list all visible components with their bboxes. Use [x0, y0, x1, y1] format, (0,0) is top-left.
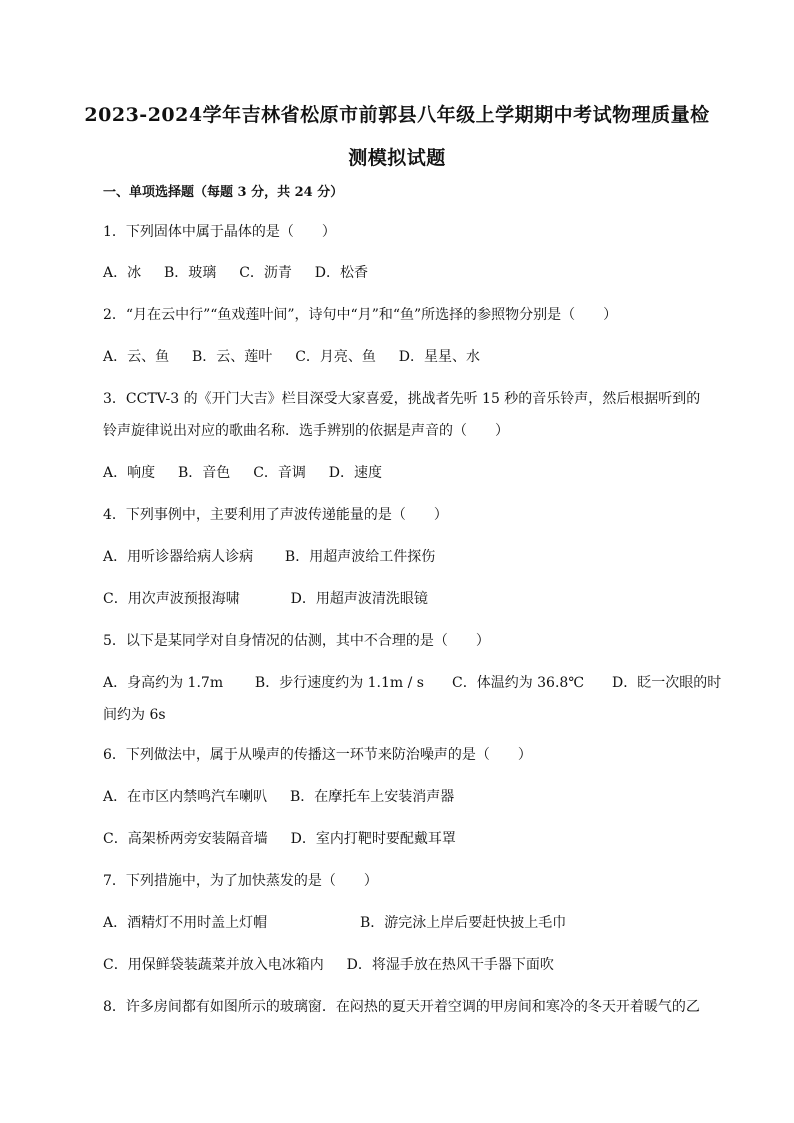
question-6: 6．下列做法中，属于从噪声的传播这一环节来防治噪声的是（ ） — [103, 747, 532, 763]
question-1-options: A．冰 B．玻璃 C．沥青 D．松香 — [103, 265, 369, 281]
question-4-options-ab: A．用听诊器给病人诊病 B．用超声波给工件探伤 — [103, 549, 436, 565]
question-3-line-1: 3．CCTV-3 的《开门大吉》栏目深受大家喜爱，挑战者先听 15 秒的音乐铃声，然后根据听到的 — [103, 391, 701, 407]
question-5-options-cont: 间约为 6s — [103, 707, 166, 723]
question-7: 7．下列措施中，为了加快蒸发的是（ ） — [103, 873, 378, 889]
question-7-options-cd: C．用保鲜袋装蔬菜并放入电冰箱内 D．将湿手放在热风干手器下面吹 — [103, 957, 554, 973]
document-title-line-1: 2023-2024学年吉林省松原市前郭县八年级上学期期中考试物理质量检 — [84, 104, 710, 126]
question-6-options-ab: A．在市区内禁鸣汽车喇叭 B．在摩托车上安装消声器 — [103, 789, 455, 805]
question-1: 1．下列固体中属于晶体的是（ ） — [103, 224, 336, 240]
question-5-options: A．身高约为 1.7m B．步行速度约为 1.1m / s C．体温约为 36.8℃ D．眨一次眼的时 — [103, 675, 722, 691]
question-4: 4．下列事例中，主要利用了声波传递能量的是（ ） — [103, 507, 448, 523]
section-heading: 一、单项选择题（每题 3 分，共 24 分） — [103, 185, 344, 200]
question-8: 8．许多房间都有如图所示的玻璃窗．在闷热的夏天开着空调的甲房间和寒冷的冬天开着暖气的乙 — [103, 999, 700, 1015]
question-4-options-cd: C．用次声波预报海啸 D．用超声波清洗眼镜 — [103, 591, 428, 607]
document-title-line-2: 测模拟试题 — [348, 147, 446, 169]
question-2: 2．“月在云中行”“鱼戏莲叶间”，诗句中“月”和“鱼”所选择的参照物分别是（ ） — [103, 307, 618, 323]
question-5: 5．以下是某同学对自身情况的估测，其中不合理的是（ ） — [103, 633, 490, 649]
question-2-options: A．云、鱼 B．云、莲叶 C．月亮、鱼 D．星星、水 — [103, 349, 481, 365]
question-3-line-2: 铃声旋律说出对应的歌曲名称．选手辨别的依据是声音的（ ） — [103, 423, 509, 439]
question-6-options-cd: C．高架桥两旁安装隔音墙 D．室内打靶时要配戴耳罩 — [103, 831, 456, 847]
question-7-options-ab: A．酒精灯不用时盖上灯帽 B．游完泳上岸后要赶快披上毛巾 — [103, 915, 567, 931]
question-3-options: A．响度 B．音色 C．音调 D．速度 — [103, 465, 383, 481]
